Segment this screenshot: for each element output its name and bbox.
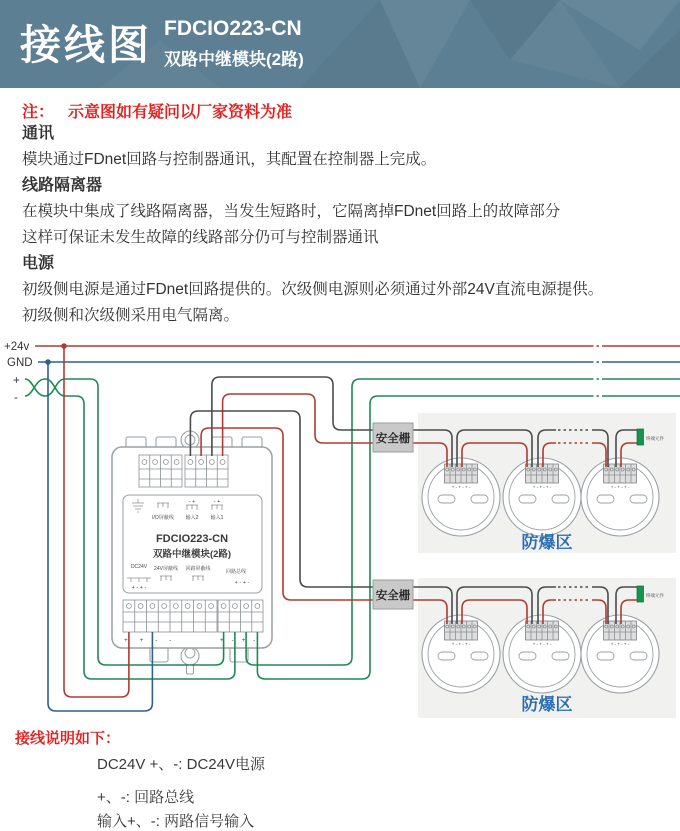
loop-terminal-signs: + - + -: [220, 637, 259, 644]
input2-label: 输入2: [185, 515, 199, 521]
safety-barrier-label: 安全栅: [375, 590, 411, 602]
detector: [503, 458, 581, 536]
legend-item-dc24v: DC24V +、-: DC24V电源: [97, 756, 265, 773]
note-text: 示意图如有疑问以厂家资料为准: [68, 104, 293, 121]
bus-label-loop-plus: +: [13, 375, 20, 387]
section-line: 这样可保证未发生故障的线路部分仍可与控制器通讯: [22, 229, 379, 246]
24v-shield-label: 24V屏蔽线: [154, 566, 178, 572]
detector: [422, 615, 500, 693]
explosion-zone-label-1: 防爆区: [521, 533, 573, 552]
dc24v-label: DC24V: [130, 564, 148, 570]
loop-inner-polarity: + - + -: [234, 580, 250, 586]
bus-label-24v: +24v: [4, 341, 30, 353]
junction-dot-24v: [61, 343, 67, 349]
detector: [503, 615, 581, 693]
safety-barrier-label: 安全栅: [375, 433, 411, 445]
eol-terminator-1: [637, 429, 644, 445]
section-line: 模块通过FDnet回路与控制器通讯，其配置在控制器上完成。: [22, 151, 437, 168]
note-prefix: 注：: [22, 104, 55, 121]
product-subtitle: 双路中继模块(2路): [164, 50, 304, 69]
detector: [422, 458, 500, 536]
module-body: [112, 447, 272, 648]
input2-polarity: - +: [188, 499, 196, 505]
section-line: 在模块中集成了线路隔离器，当发生短路时，它隔离掉FDnet回路上的故障部分: [22, 203, 561, 220]
loop-bus-label: 回路总线: [225, 569, 247, 575]
product-model: FDCIO223-CN: [164, 17, 302, 40]
io-shield-label: I/O屏蔽线: [152, 515, 174, 521]
eol-terminator-2: [637, 586, 644, 602]
section-line: 初级侧和次级侧采用电气隔离。: [22, 307, 240, 324]
junction-dot-gnd: [45, 359, 51, 365]
legend-item-loop: +、-: 回路总线: [97, 789, 195, 806]
input1-label: 输入1: [210, 515, 224, 521]
module-subtitle: 双路中继模块(2路): [152, 549, 232, 560]
safety-barrier-1: [373, 423, 413, 452]
legend-item-input: 输入+、-: 两路信号输入: [97, 813, 255, 830]
legend-title: 接线说明如下：: [15, 730, 121, 747]
section-heading-power: 电源: [22, 255, 55, 272]
module-title: FDCIO223-CN: [155, 533, 229, 545]
eol-terminator-label-2: 终端元件: [646, 593, 664, 598]
page-title: 接线图: [20, 22, 152, 68]
section-line: 初级侧电源是通过FDnet回路提供的。次级侧电源则必须通过外部24V直流电源提供。: [22, 281, 604, 298]
section-heading-communication: 通讯: [22, 125, 55, 142]
detector: [581, 458, 659, 536]
relay-module: [112, 431, 272, 674]
eol-terminator-label-1: 终端元件: [646, 436, 664, 441]
explosion-zone-label-2: 防爆区: [521, 695, 573, 714]
dc-inner-polarity: + - + -: [131, 585, 147, 591]
input1-polarity: - +: [213, 499, 221, 505]
dc-terminal-signs: + + - -: [124, 637, 177, 644]
safety-barrier-2: [373, 580, 413, 609]
bus-label-loop-minus: -: [14, 392, 18, 404]
bus-label-gnd: GND: [7, 357, 33, 369]
loop-shield-label: 回路屏蔽线: [185, 566, 211, 572]
section-heading-isolator: 线路隔离器: [22, 177, 103, 194]
detector: [581, 615, 659, 693]
